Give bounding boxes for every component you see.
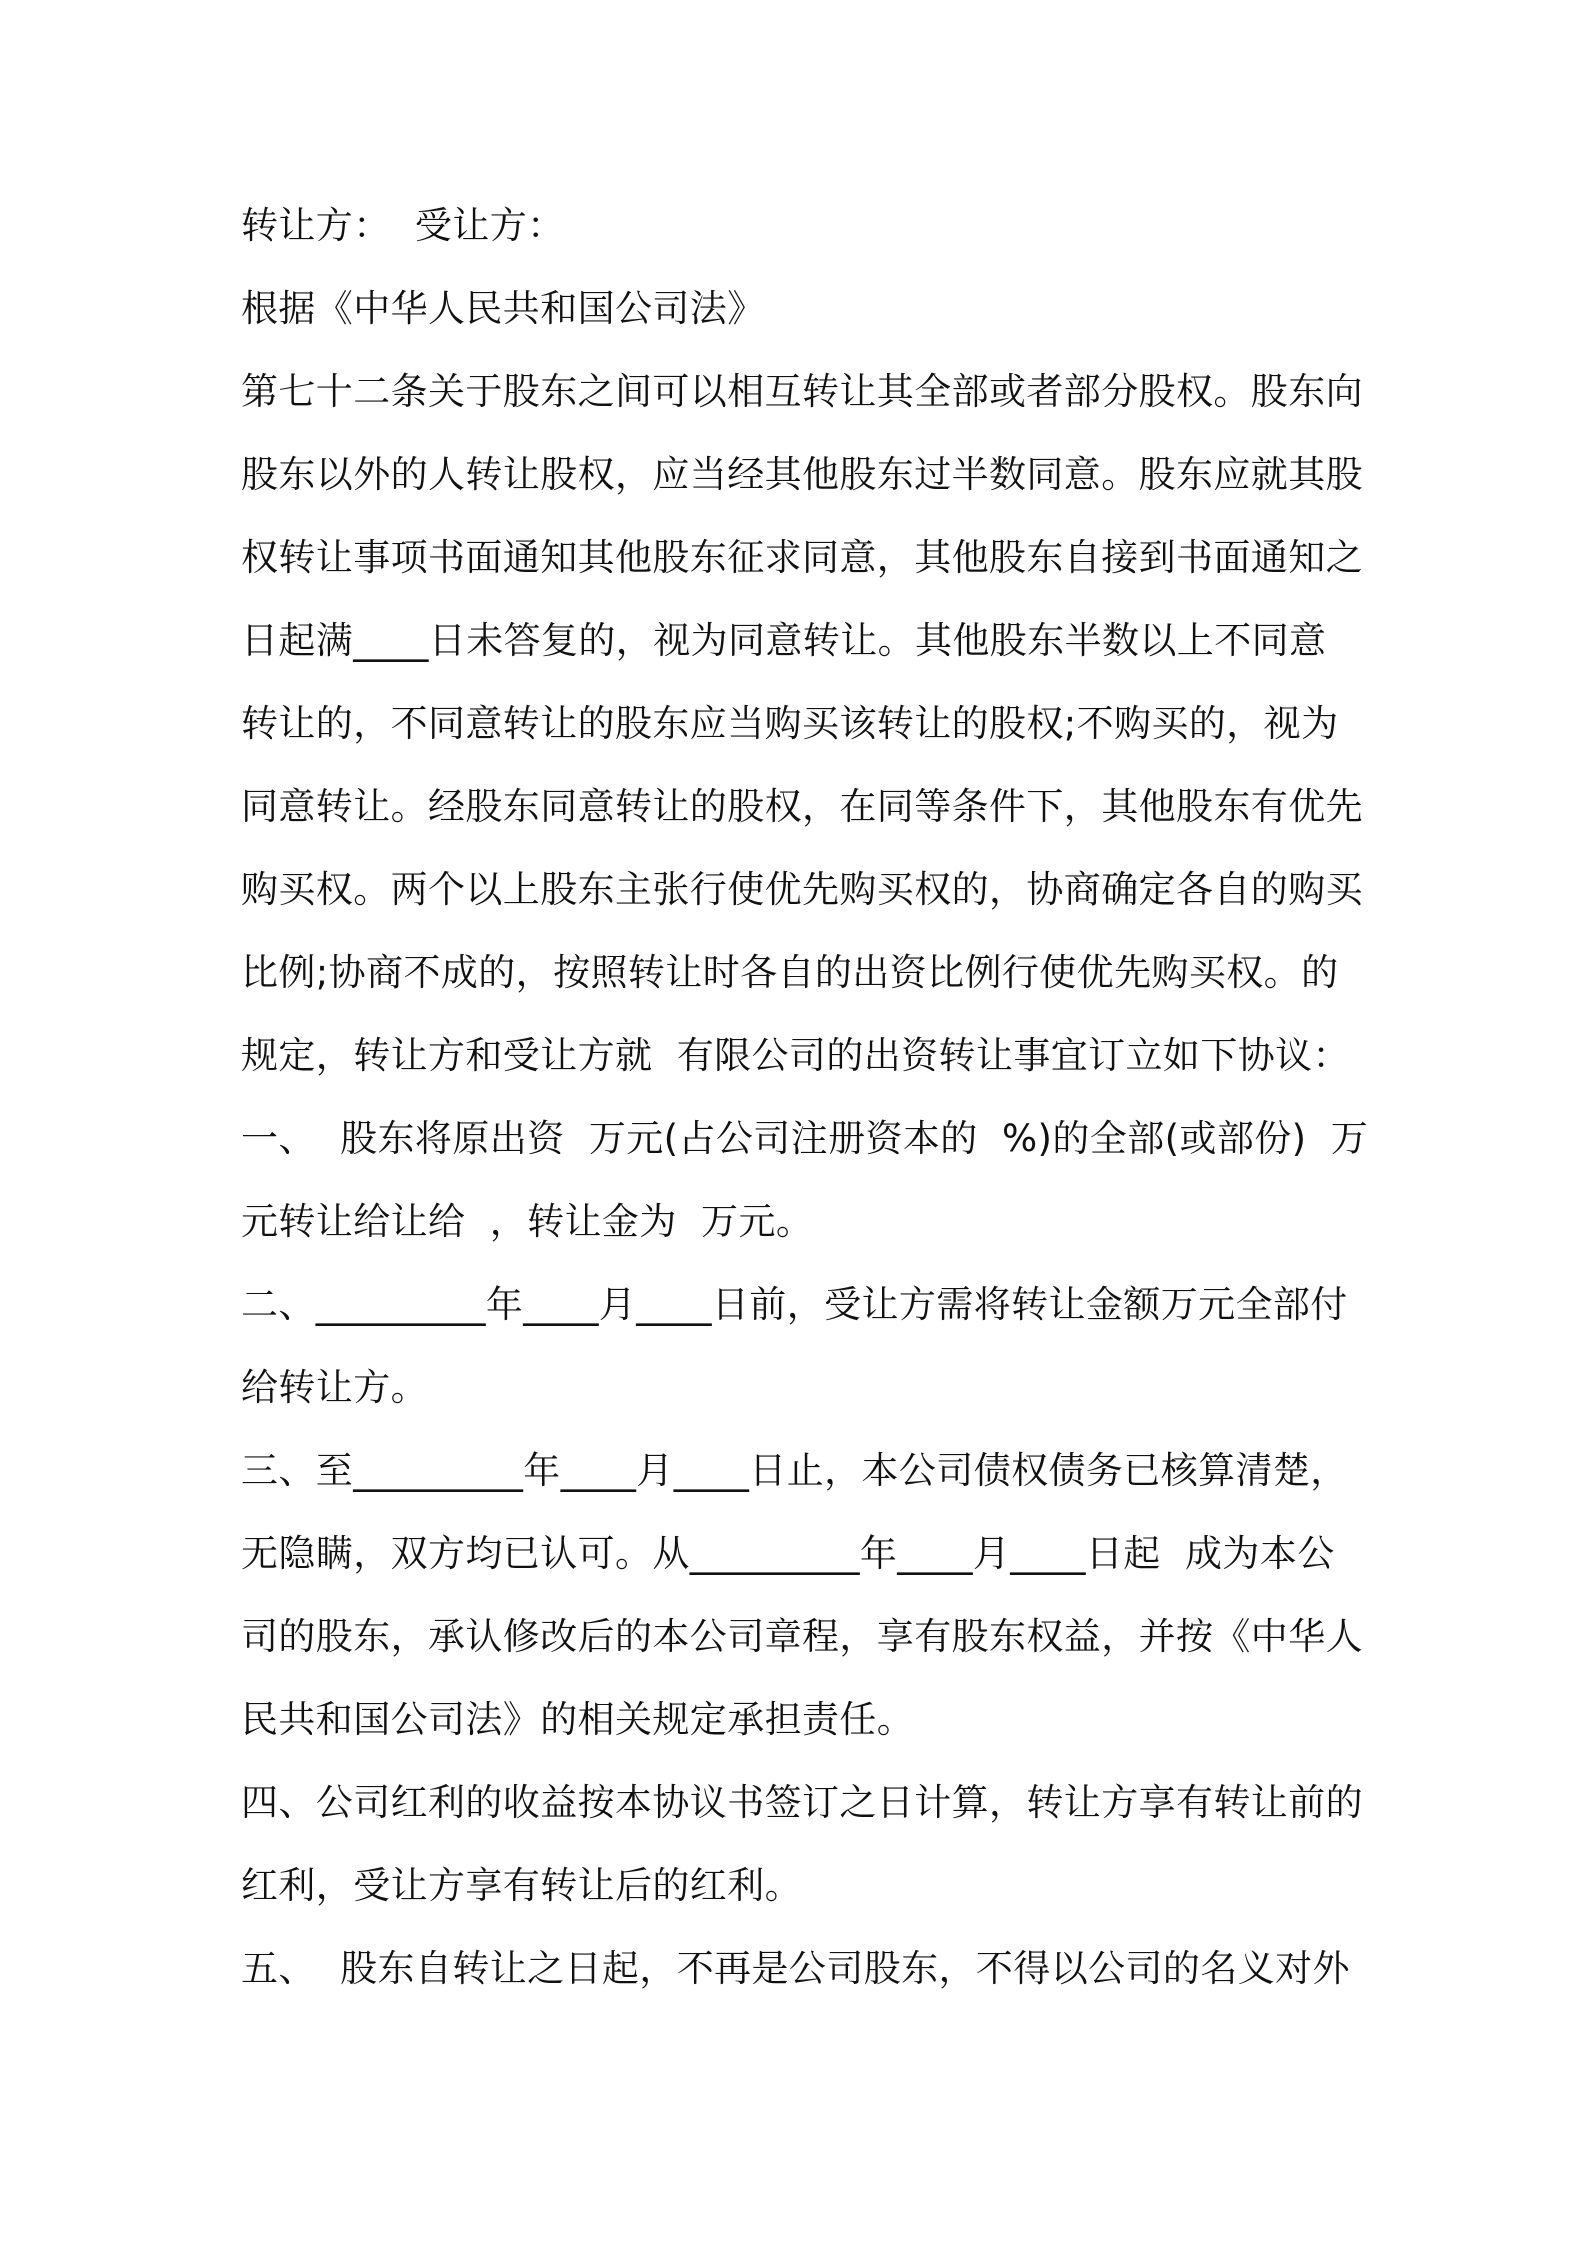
clause-3-line: 民共和国公司法》的相关规定承担责任。 <box>241 1698 915 1741</box>
clause-3-line: 三、至_________年____月____日止，本公司债权债务已核算清楚， <box>241 1449 1348 1492</box>
clause-3-line: 无隐瞒，双方均已认可。从_________年____月____日起 成为本公 <box>241 1532 1335 1575</box>
article-text-line: 权转让事项书面通知其他股东征求同意，其他股东自接到书面通知之 <box>241 536 1363 579</box>
article-text-line: 第七十二条关于股东之间可以相互转让其全部或者部分股权。股东向 <box>241 370 1363 413</box>
article-text-line: 同意转让。经股东同意转让的股权，在同等条件下，其他股东有优先 <box>241 785 1363 828</box>
clause-4-line: 红利，受让方享有转让后的红利。 <box>241 1864 802 1907</box>
clause-2-line: 给转让方。 <box>241 1366 428 1409</box>
clause-3-line: 司的股东，承认修改后的本公司章程，享有股东权益，并按《中华人 <box>241 1615 1363 1658</box>
clause-2-line: 二、_________年____月____日前，受让方需将转让金额万元全部付 <box>241 1283 1348 1326</box>
parties-line: 转让方： 受让方： <box>241 204 565 247</box>
article-text-line: 股东以外的人转让股权，应当经其他股东过半数同意。股东应就其股 <box>241 453 1363 496</box>
article-text-line: 购买权。两个以上股东主张行使优先购买权的，协商确定各自的购买 <box>241 868 1363 911</box>
article-text-line: 转让的，不同意转让的股东应当购买该转让的股权;不购买的，视为 <box>241 702 1339 745</box>
agreement-intro-line: 规定，转让方和受让方就 有限公司的出资转让事宜订立如下协议： <box>241 1034 1350 1077</box>
article-text-line: 比例;协商不成的，按照转让时各自的出资比例行使优先购买权。的 <box>241 951 1339 994</box>
clause-1-line: 元转让给让给 ，转让金为 万元。 <box>241 1200 814 1243</box>
clause-4-line: 四、公司红利的收益按本协议书签订之日计算，转让方享有转让前的 <box>241 1781 1363 1824</box>
article-text-line: 日起满____日未答复的，视为同意转让。其他股东半数以上不同意 <box>241 619 1327 662</box>
clause-5-line: 五、 股东自转让之日起，不再是公司股东，不得以公司的名义对外 <box>241 1947 1350 1990</box>
basis-line: 根据《中华人民共和国公司法》 <box>241 287 765 330</box>
clause-1-line: 一、 股东将原出资 万元(占公司注册资本的 %)的全部(或部份) 万 <box>241 1117 1369 1160</box>
